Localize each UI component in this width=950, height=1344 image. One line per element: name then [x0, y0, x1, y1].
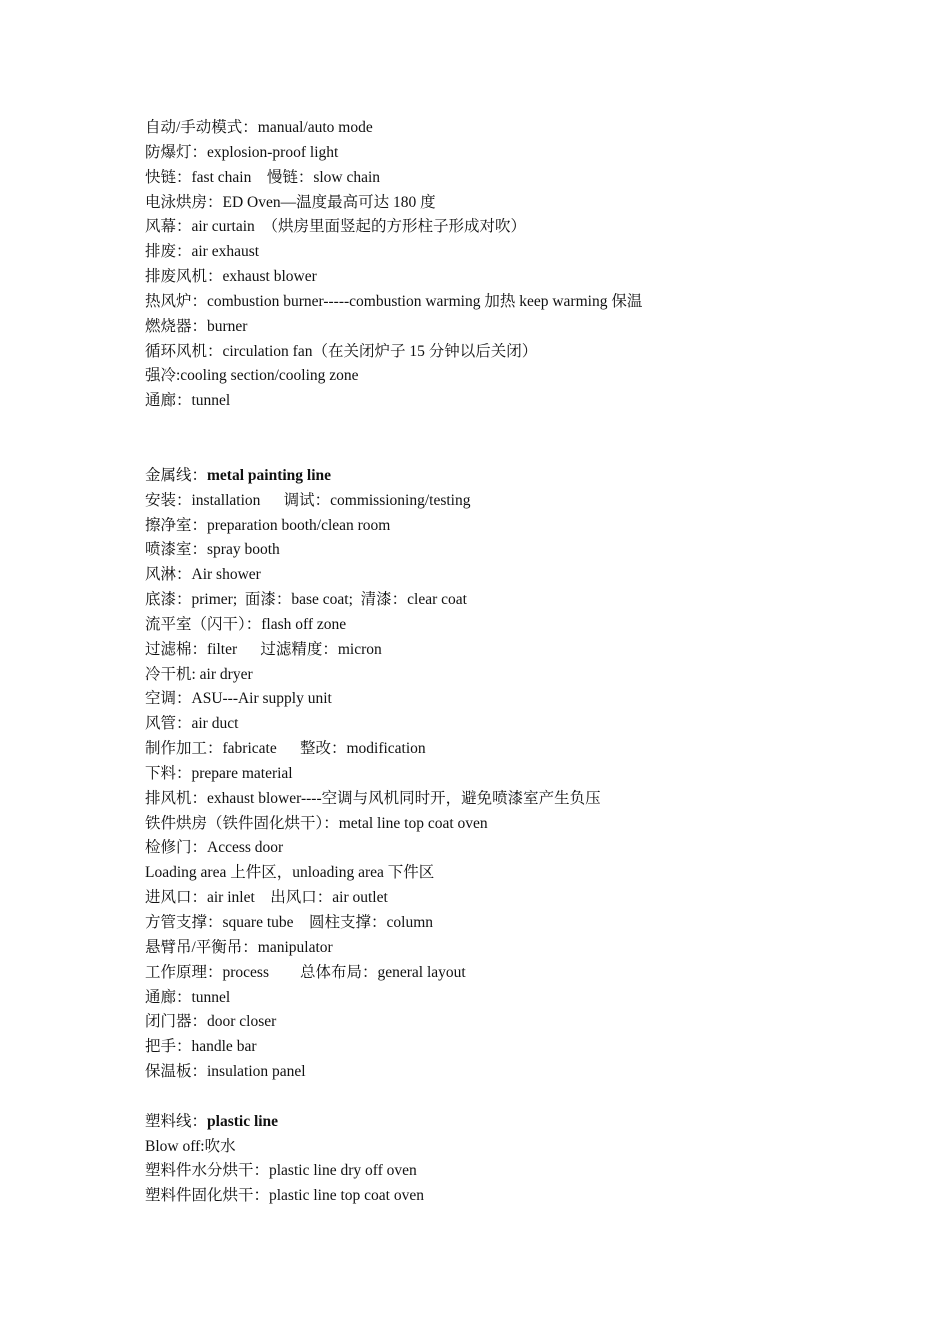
term-line: 电泳烘房：ED Oven—温度最高可达 180 度: [145, 193, 436, 211]
term-line: 擦净室：preparation booth/clean room: [145, 516, 391, 534]
term-line: 防爆灯：explosion-proof light: [145, 143, 339, 161]
term-line: 燃烧器：burner: [145, 317, 248, 335]
term-line: 空调：ASU---Air supply unit: [145, 690, 332, 708]
section-heading: [145, 464, 905, 489]
term-line: Blow off:吹水: [145, 1137, 236, 1155]
term-line: 工作原理：process 总体布局：general layout: [145, 963, 466, 981]
term-line: 塑料件水分烘干：plastic line dry off oven: [145, 1162, 417, 1180]
heading-bold: metal painting line: [207, 466, 332, 484]
term-line: Loading area 上件区，unloading area 下件区: [145, 864, 435, 882]
term-line: 底漆：primer; 面漆：base coat; 清漆：clear coat: [145, 591, 467, 609]
term-line: 检修门：Access door: [145, 839, 284, 857]
section-metal-painting-line: [145, 464, 905, 1085]
term-line: 进风口：air inlet 出风口：air outlet: [145, 889, 388, 907]
heading-prefix: 金属线：: [145, 466, 208, 484]
term-line: 喷漆室：spray booth: [145, 541, 280, 559]
term-line: 过滤棉：filter 过滤精度：micron: [145, 640, 382, 658]
term-line: 方管支撑：square tube 圆柱支撑：column: [145, 914, 434, 931]
term-line: 安装：installation 调试：commissioning/testing: [145, 491, 471, 509]
term-line: 保温板：insulation panel: [145, 1063, 306, 1081]
term-line: 风幕：air curtain （烘房里面竖起的方形柱子形成对吹）: [145, 218, 527, 236]
term-line: 快链：fast chain 慢链：slow chain: [145, 168, 381, 186]
term-line: 铁件烘房（铁件固化烘干）：metal line top coat oven: [145, 814, 488, 832]
document-body: [145, 116, 905, 1209]
section-spacer: [145, 1085, 905, 1110]
term-line: 排风机：exhaust blower----空调与风机同时开，避免喷漆室产生负压: [145, 789, 601, 807]
term-line: 冷干机: air dryer: [145, 665, 253, 683]
term-line: 塑料件固化烘干：plastic line top coat oven: [145, 1187, 424, 1205]
term-line: 悬臂吊/平衡吊：manipulator: [145, 938, 333, 956]
term-line: 通廊：tunnel: [145, 392, 231, 410]
heading-prefix: 塑料线：: [145, 1112, 208, 1130]
term-line: 排废：air exhaust: [145, 243, 260, 261]
section-spacer: [145, 414, 905, 464]
term-line: 强冷:cooling section/cooling zone: [145, 367, 359, 385]
term-line: 热风炉：combustion burner-----combustion warming 加热 keep warming 保温: [145, 292, 643, 310]
term-line: 流平室（闪干）：flash off zone: [145, 615, 347, 633]
term-line: 循环风机：circulation fan（在关闭炉子 15 分钟以后关闭）: [145, 342, 538, 360]
heading-bold: plastic line: [207, 1112, 279, 1130]
section-heading: [145, 1110, 905, 1135]
term-line: 下料：prepare material: [145, 764, 293, 782]
term-line: 通廊：tunnel: [145, 988, 231, 1006]
section-plastic-line: [145, 1110, 905, 1209]
term-line: 风管：air duct: [145, 715, 239, 733]
term-line: 自动/手动模式：manual/auto mode: [145, 119, 373, 136]
term-line: 排废风机：exhaust blower: [145, 268, 317, 286]
term-line: 把手：handle bar: [145, 1038, 257, 1056]
section-general-terms: [145, 116, 905, 414]
term-line: 风淋：Air shower: [145, 566, 261, 584]
term-line: 闭门器：door closer: [145, 1013, 277, 1031]
term-line: 制作加工：fabricate 整改：modification: [145, 740, 426, 758]
